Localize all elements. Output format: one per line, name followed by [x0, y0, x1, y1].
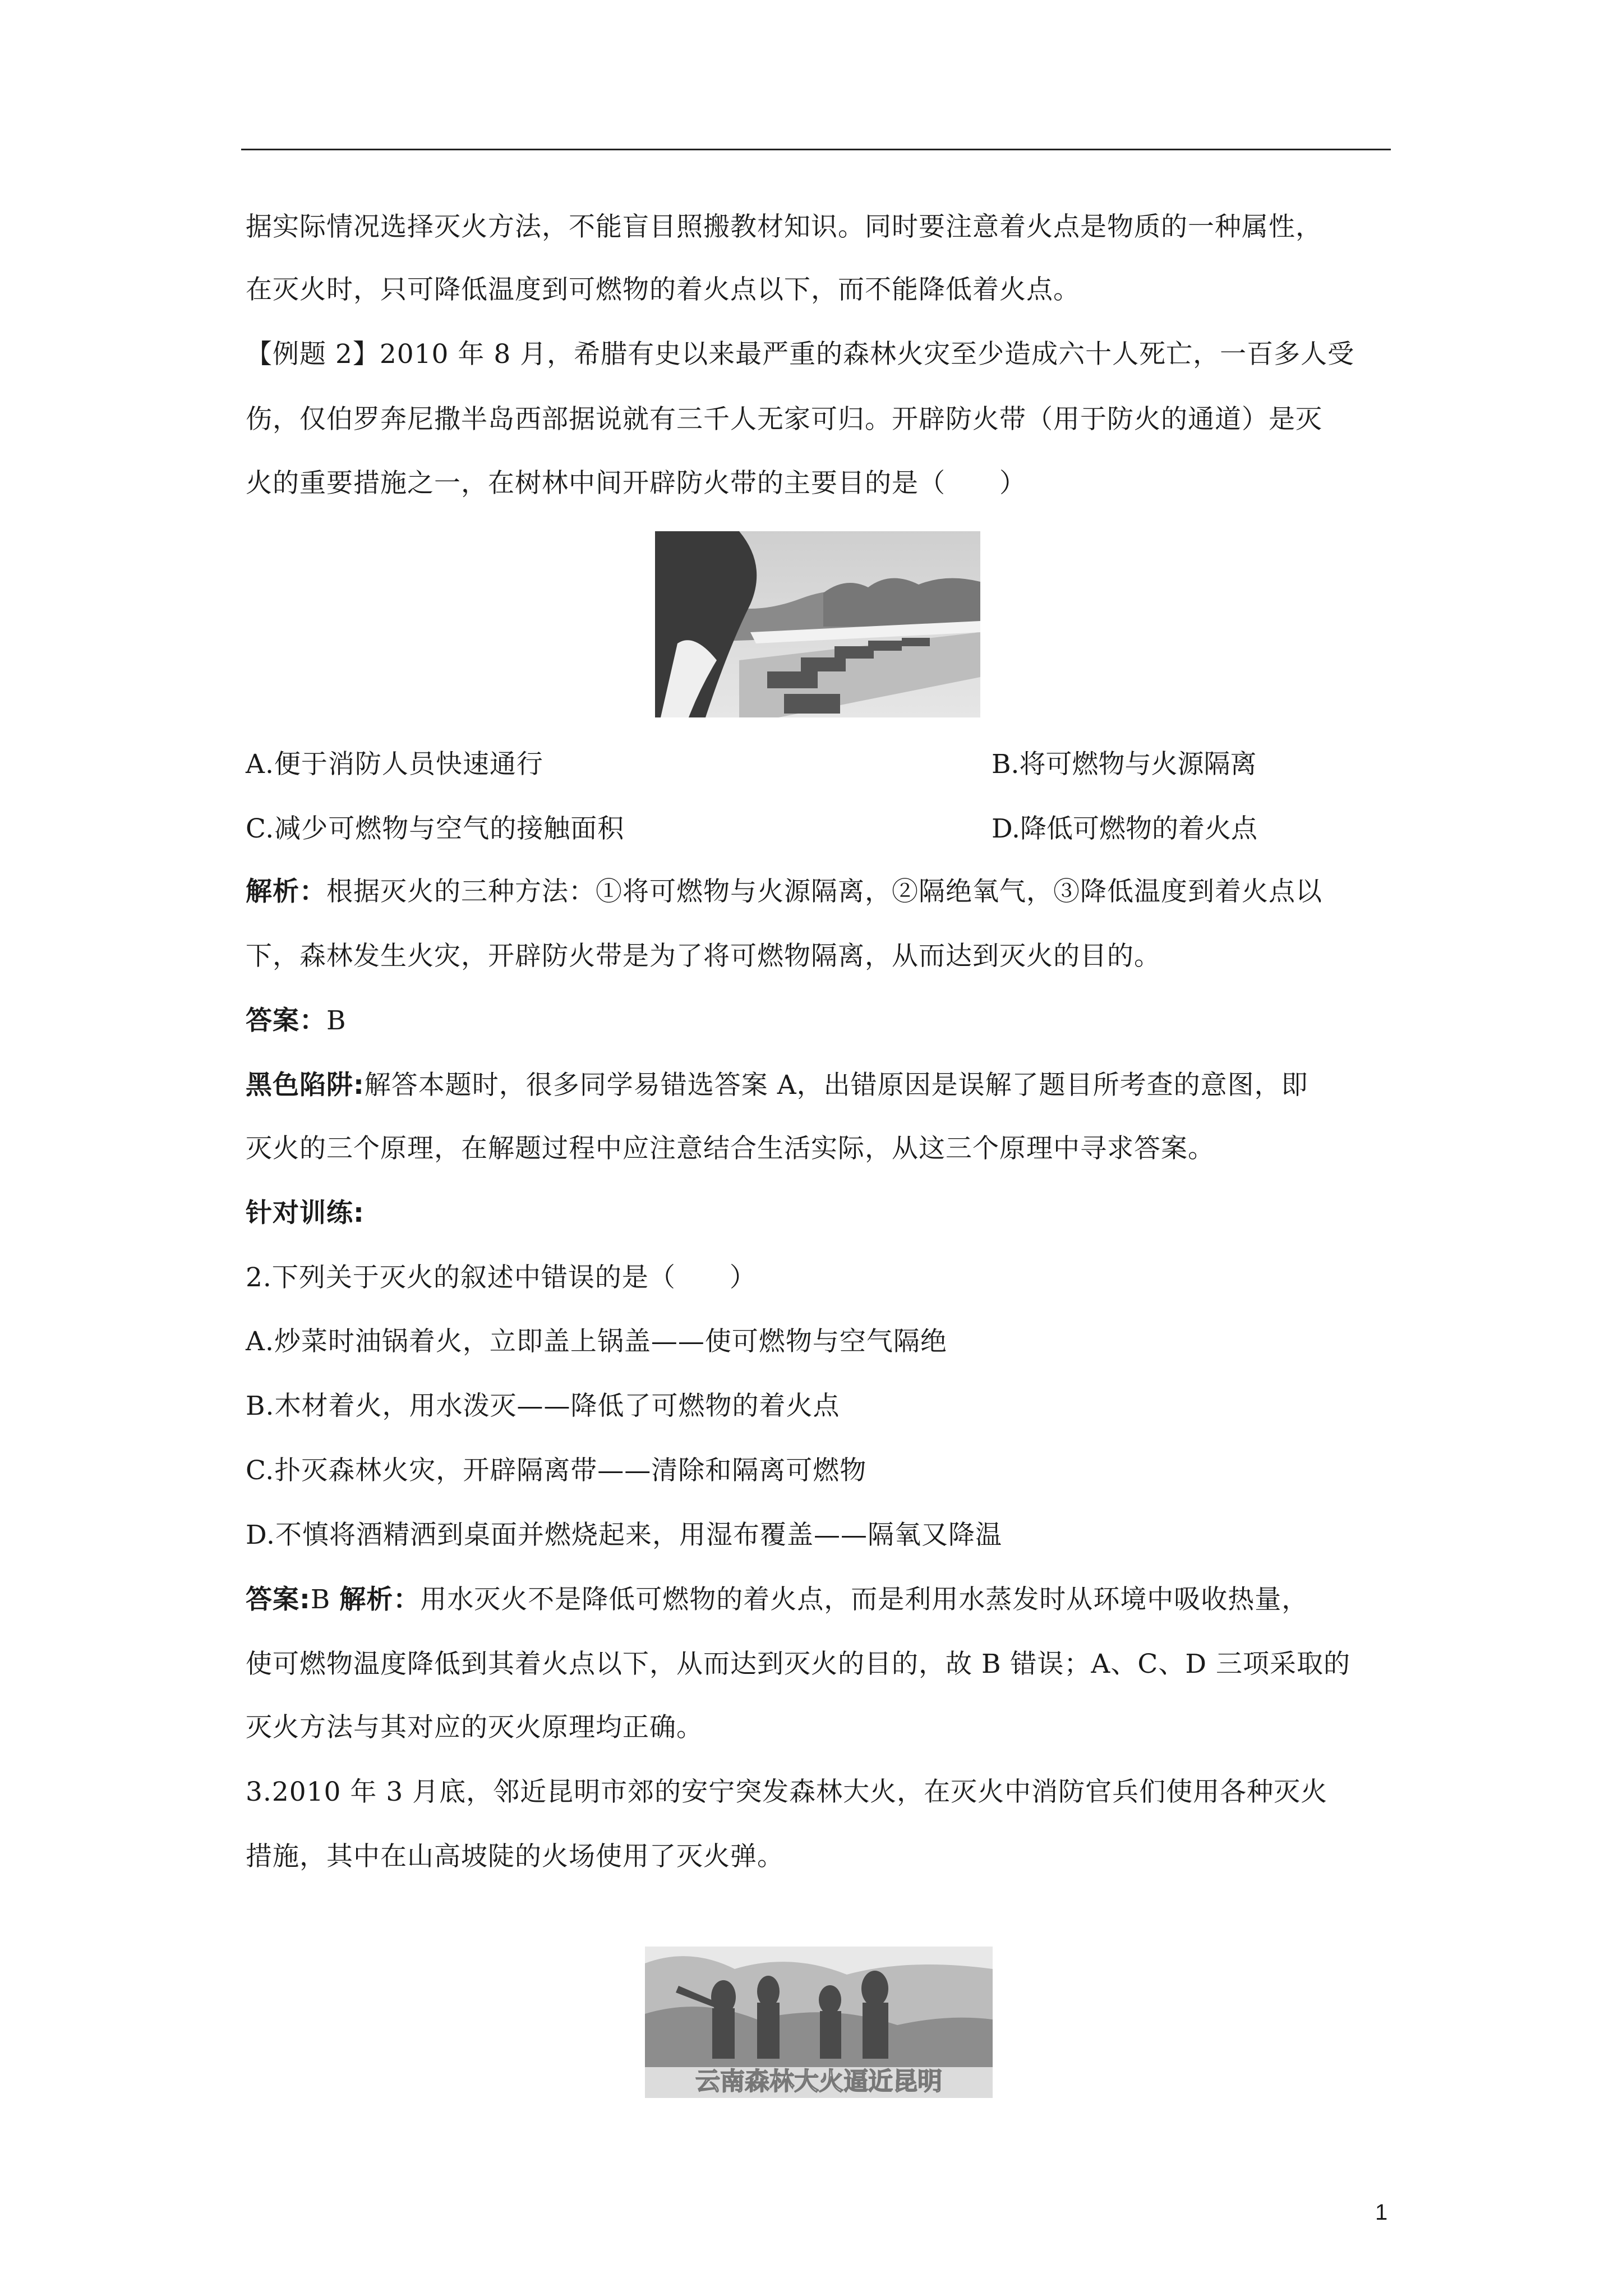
- text-line: 灭火方法与其对应的灭火原理均正确。: [246, 1712, 703, 1743]
- question-3: 3.2010 年 3 月底，邻近昆明市郊的安宁突发森林大火，在灭火中消防官兵们使用各种灭火: [246, 1777, 1328, 1807]
- q2-option-c: C.扑灭森林火灾，开辟隔离带——清除和隔离可燃物: [246, 1455, 867, 1486]
- q2-option-a: A.炒菜时油锅着火，立即盖上锅盖——使可燃物与空气隔绝: [246, 1326, 947, 1357]
- photo-caption: 云南森林大火逼近昆明: [695, 2067, 942, 2096]
- text-line: 灭火的三个原理，在解题过程中应注意结合生活实际，从这三个原理中寻求答案。: [246, 1133, 1215, 1164]
- text-line: 火的重要措施之一，在树林中间开辟防火带的主要目的是（ ）: [246, 468, 1026, 499]
- option-c: C.减少可燃物与空气的接触面积: [246, 813, 625, 844]
- answer-line: [246, 1004, 347, 1038]
- training-label: 针对训练:: [246, 1198, 365, 1228]
- example-title: 【例题 2】2010 年 8 月，希腊有史以来最严重的森林火灾至少造成六十人死亡，一百多人受: [246, 339, 1355, 370]
- trap-line: [246, 1069, 1308, 1102]
- text-line: 在灭火时，只可降低温度到可燃物的着火点以下，而不能降低着火点。: [246, 274, 1080, 305]
- answer2-line: [246, 1583, 1308, 1617]
- header-rule: [241, 149, 1391, 150]
- answer2-label: 答案:: [246, 1584, 311, 1615]
- option-a: A.便于消防人员快速通行: [246, 749, 543, 780]
- trap-label: 黑色陷阱:: [246, 1070, 365, 1101]
- answer2-value: B: [310, 1584, 331, 1615]
- analysis2-text: 用水灭火不是降低可燃物的着火点，而是利用水蒸发时从环境中吸收热量，: [420, 1584, 1309, 1615]
- text-line: 下，森林发生火灾，开辟防火带是为了将可燃物隔离，从而达到灭火的目的。: [246, 941, 1161, 972]
- firefighters-photo: [645, 1947, 993, 2098]
- analysis2-label: 解析：: [339, 1584, 421, 1615]
- page-number: 1: [1375, 2200, 1388, 2225]
- answer-label: 答案：: [246, 1005, 326, 1036]
- text-line: 据实际情况选择灭火方法，不能盲目照搬教材知识。同时要注意着火点是物质的一种属性，: [246, 211, 1322, 242]
- option-b: B.将可燃物与火源隔离: [992, 749, 1257, 780]
- q2-option-b: B.木材着火，用水泼灭——降低了可燃物的着火点: [246, 1391, 840, 1421]
- text-line: 伤，仅伯罗奔尼撒半岛西部据说就有三千人无家可归。开辟防火带（用于防火的通道）是灭: [246, 404, 1322, 435]
- training-heading: [246, 1197, 365, 1230]
- answer-value: B: [326, 1005, 347, 1036]
- analysis-text: 根据灭火的三种方法：①将可燃物与火源隔离，②隔绝氧气，③降低温度到着火点以: [326, 876, 1322, 907]
- option-d: D.降低可燃物的着火点: [992, 813, 1257, 844]
- analysis-line: [246, 875, 1322, 909]
- firebreak-photo: [655, 531, 980, 717]
- question-2: 2.下列关于灭火的叙述中错误的是（ ）: [246, 1262, 757, 1293]
- text-line: 使可燃物温度降低到其着火点以下，从而达到灭火的目的，故 B 错误；A、C、D 三项采取的: [246, 1649, 1350, 1680]
- trap-text: 解答本题时，很多同学易错选答案 A，出错原因是误解了题目所考查的意图，即: [364, 1070, 1308, 1101]
- analysis-label: 解析：: [246, 876, 326, 907]
- q2-option-d: D.不慎将酒精洒到桌面并燃烧起来，用湿布覆盖——隔氧又降温: [246, 1520, 1002, 1550]
- text-line: 措施，其中在山高坡陡的火场使用了灭火弹。: [246, 1841, 784, 1872]
